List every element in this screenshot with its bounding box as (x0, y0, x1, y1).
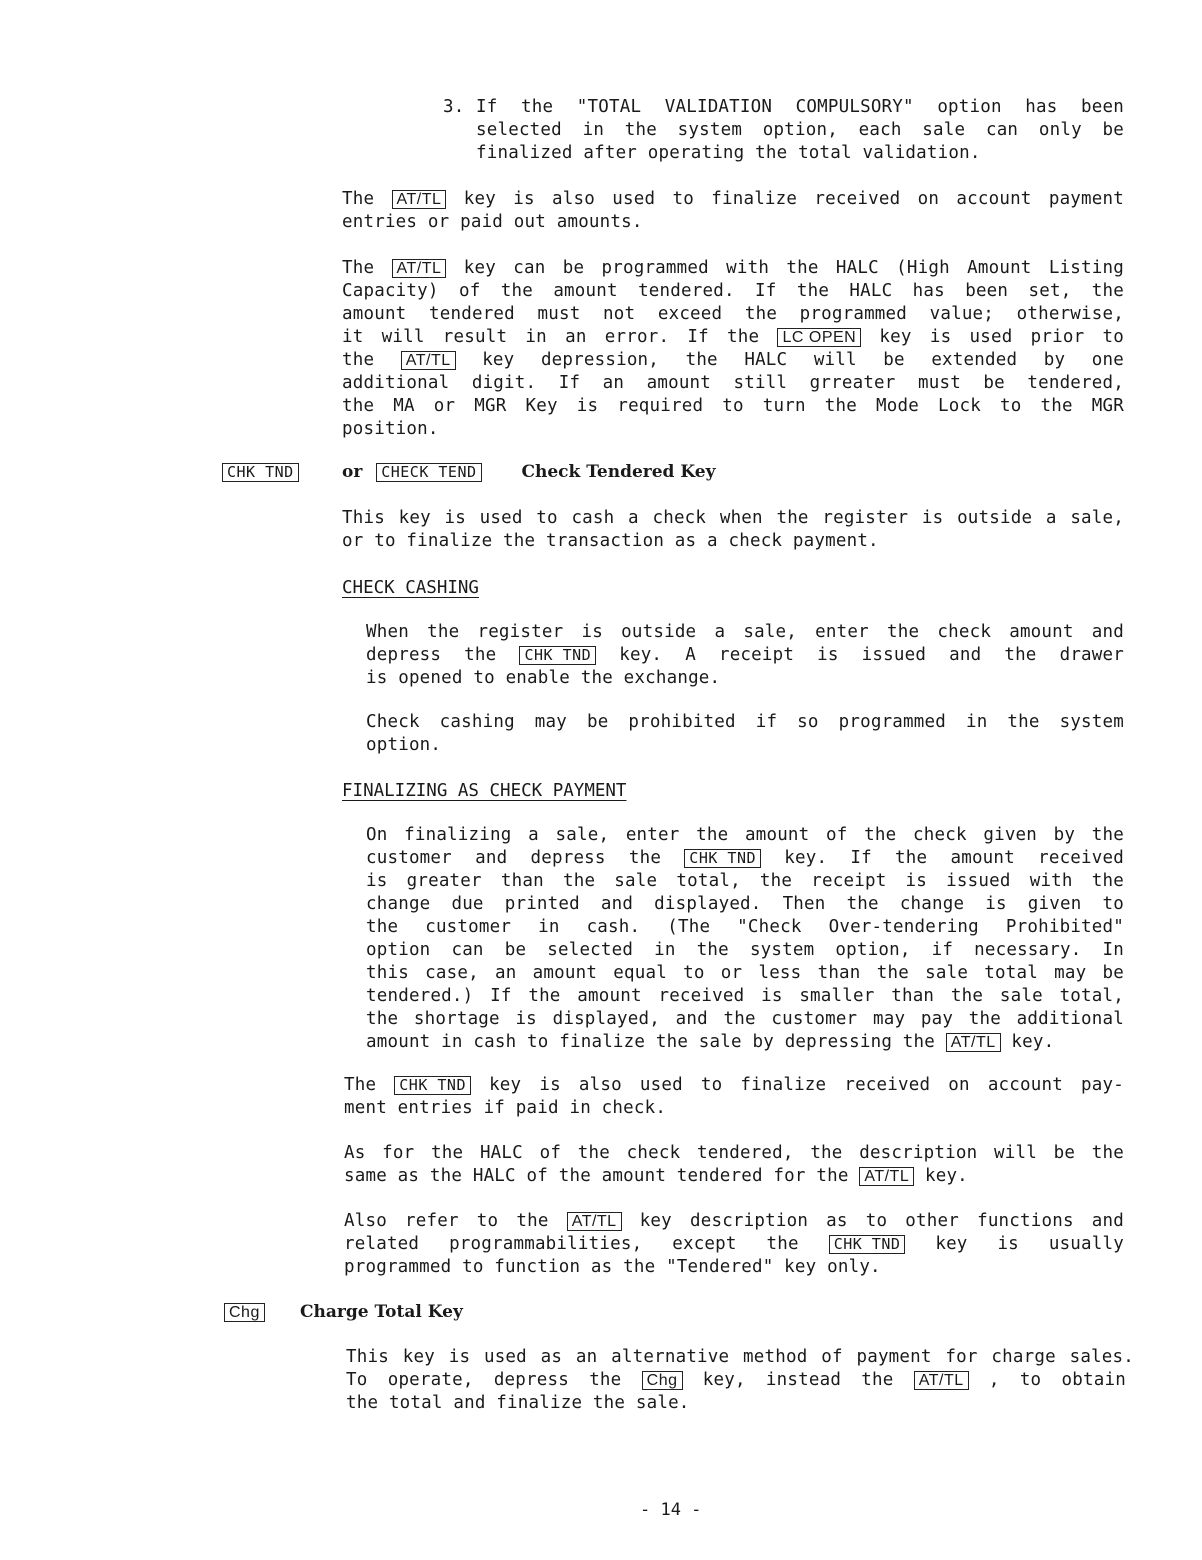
text-fragment: key description as to other functions and (639, 1211, 1125, 1231)
paragraph-check-key-intro (342, 507, 1124, 553)
text-line: programmed to function as the "Tendered" key only. (344, 1257, 881, 1277)
text-fragment: Also refer to the (344, 1211, 549, 1231)
text-line: is greater than the sale total, the receipt is issued with the (366, 871, 1124, 891)
text-line (344, 1210, 1124, 1233)
text-line: When the register is outside a sale, enter the check amount and (366, 622, 1124, 642)
text-line (342, 349, 1124, 372)
text-fragment: key. If the amount received (784, 848, 1124, 868)
text-fragment: key, instead the (702, 1370, 894, 1390)
text-line (346, 1369, 1126, 1392)
text-line: the shortage is displayed, and the customer may pay the additional (366, 1009, 1124, 1029)
finalizing-title: FINALIZING AS CHECK PAYMENT (342, 781, 627, 801)
paragraph-check-cashing-prohibited (366, 711, 1124, 757)
text-line: ment entries if paid in check. (344, 1098, 667, 1118)
charge-total-heading: Charge Total Key (300, 1302, 463, 1322)
text-fragment: the (342, 350, 375, 370)
text-line: this case, an amount equal to or less than the sale total may be (366, 963, 1124, 983)
paragraph-charge-total (346, 1346, 1134, 1415)
text-fragment: The (342, 189, 375, 209)
paragraph-halc (342, 257, 1124, 441)
at-tl-key: AT/TL (914, 1371, 969, 1390)
check-tend-key: CHECK TEND (376, 463, 481, 482)
text-line: the customer in cash. (The "Check Over-tendering Prohibited" (366, 917, 1124, 937)
at-tl-key: AT/TL (392, 259, 447, 278)
text-fragment: key depression, the HALC will be extended by one (482, 350, 1124, 370)
text-line: This key is used to cash a check when the register is outside a sale, (342, 508, 1124, 528)
text-line: amount tendered must not exceed the programmed value; otherwise, (342, 304, 1124, 324)
text-line: entries or paid out amounts. (342, 212, 643, 232)
chk-tnd-heading-key (222, 462, 299, 482)
text-line: change due printed and displayed. Then the change is given to (366, 894, 1124, 914)
text-fragment: The (344, 1075, 377, 1095)
chg-key: Chg (642, 1371, 683, 1390)
text-line (366, 644, 1124, 667)
text-fragment: it will result in an error. If the (342, 327, 760, 347)
text-line: or to finalize the transaction as a check payment. (342, 531, 879, 551)
text-fragment: key. A receipt is issued and the drawer (619, 645, 1124, 665)
text-fragment: key is also used to finalize received on account payment (463, 189, 1124, 209)
text-line: option can be selected in the system option, if necessary. In (366, 940, 1124, 960)
text-fragment: key. (1011, 1032, 1055, 1052)
check-cashing-title: CHECK CASHING (342, 578, 479, 598)
page-number: - 14 - (640, 1500, 702, 1520)
text-fragment: key. (924, 1166, 968, 1186)
text-fragment: depress the (366, 645, 497, 665)
chg-heading-key (224, 1302, 265, 1322)
text-line (344, 1233, 1124, 1256)
chk-tnd-key: CHK TND (829, 1235, 906, 1254)
text-line: the total and finalize the sale. (346, 1393, 690, 1413)
chk-tnd-key: CHK TND (394, 1076, 471, 1095)
text-line (344, 1074, 1124, 1097)
text-fragment: key is used prior to (879, 327, 1124, 347)
at-tl-key: AT/TL (401, 351, 456, 370)
lc-open-key: LC OPEN (777, 328, 861, 347)
chk-tnd-key: CHK TND (519, 646, 596, 665)
text-fragment: key is usually (935, 1234, 1124, 1254)
item-3-text (476, 96, 1124, 165)
paragraph-at-tl-finalize (342, 188, 1124, 234)
text-line (342, 326, 1124, 349)
text-line: Check cashing may be prohibited if so programmed in the system (366, 712, 1124, 732)
text-line: tendered.) If the amount received is smaller than the sale total, (366, 986, 1124, 1006)
item-3-number: 3. (443, 97, 465, 117)
at-tl-key: AT/TL (392, 190, 447, 209)
at-tl-key: AT/TL (567, 1212, 622, 1231)
text-fragment: To operate, depress the (346, 1370, 622, 1390)
text-fragment: same as the HALC of the amount tendered for the (344, 1166, 849, 1186)
paragraph-check-cashing (366, 621, 1124, 690)
text-fragment: The (342, 258, 375, 278)
text-line: Capacity) of the amount tendered. If the HALC has been set, the (342, 281, 1124, 301)
paragraph-halc-check (344, 1142, 1124, 1188)
check-tendered-heading (342, 462, 715, 482)
text-line (342, 257, 1124, 280)
text-fragment: key can be programmed with the HALC (High Amount Listing (463, 258, 1124, 278)
or-text: or (342, 462, 363, 482)
text-fragment: customer and depress the (366, 848, 662, 868)
paragraph-finalizing (366, 824, 1124, 1054)
text-line: finalized after operating the total validation. (476, 143, 981, 163)
text-line: additional digit. If an amount still grreater must be tendered, (342, 373, 1124, 393)
text-line: the MA or MGR Key is required to turn the Mode Lock to the MGR (342, 396, 1124, 416)
text-line: is opened to enable the exchange. (366, 668, 721, 688)
text-line (344, 1165, 1124, 1188)
chk-tnd-key: CHK TND (684, 849, 761, 868)
text-fragment: , to obtain (988, 1370, 1126, 1390)
text-line (342, 188, 1124, 211)
at-tl-key: AT/TL (946, 1033, 1001, 1052)
text-line: option. (366, 735, 442, 755)
text-line (366, 1031, 1124, 1054)
text-line: As for the HALC of the check tendered, the description will be the (344, 1143, 1124, 1163)
paragraph-chk-received-on-account (344, 1074, 1124, 1120)
chg-key: Chg (224, 1303, 265, 1322)
paragraph-also-refer (344, 1210, 1124, 1279)
text-fragment: related programmabilities, except the (344, 1234, 799, 1254)
text-line: selected in the system option, each sale can only be (476, 120, 1124, 140)
chk-tnd-key: CHK TND (222, 463, 299, 482)
text-fragment: amount in cash to finalize the sale by depressing the (366, 1032, 936, 1052)
text-line: On finalizing a sale, enter the amount of the check given by the (366, 825, 1124, 845)
section-title: Check Tendered Key (521, 462, 716, 482)
text-line: This key is used as an alternative method of payment for charge sales. (346, 1347, 1134, 1367)
text-line (366, 847, 1124, 870)
text-fragment: key is also used to finalize received on account pay- (489, 1075, 1124, 1095)
text-line: If the "TOTAL VALIDATION COMPULSORY" option has been (476, 97, 1124, 117)
at-tl-key: AT/TL (859, 1167, 914, 1186)
text-line: position. (342, 419, 439, 439)
